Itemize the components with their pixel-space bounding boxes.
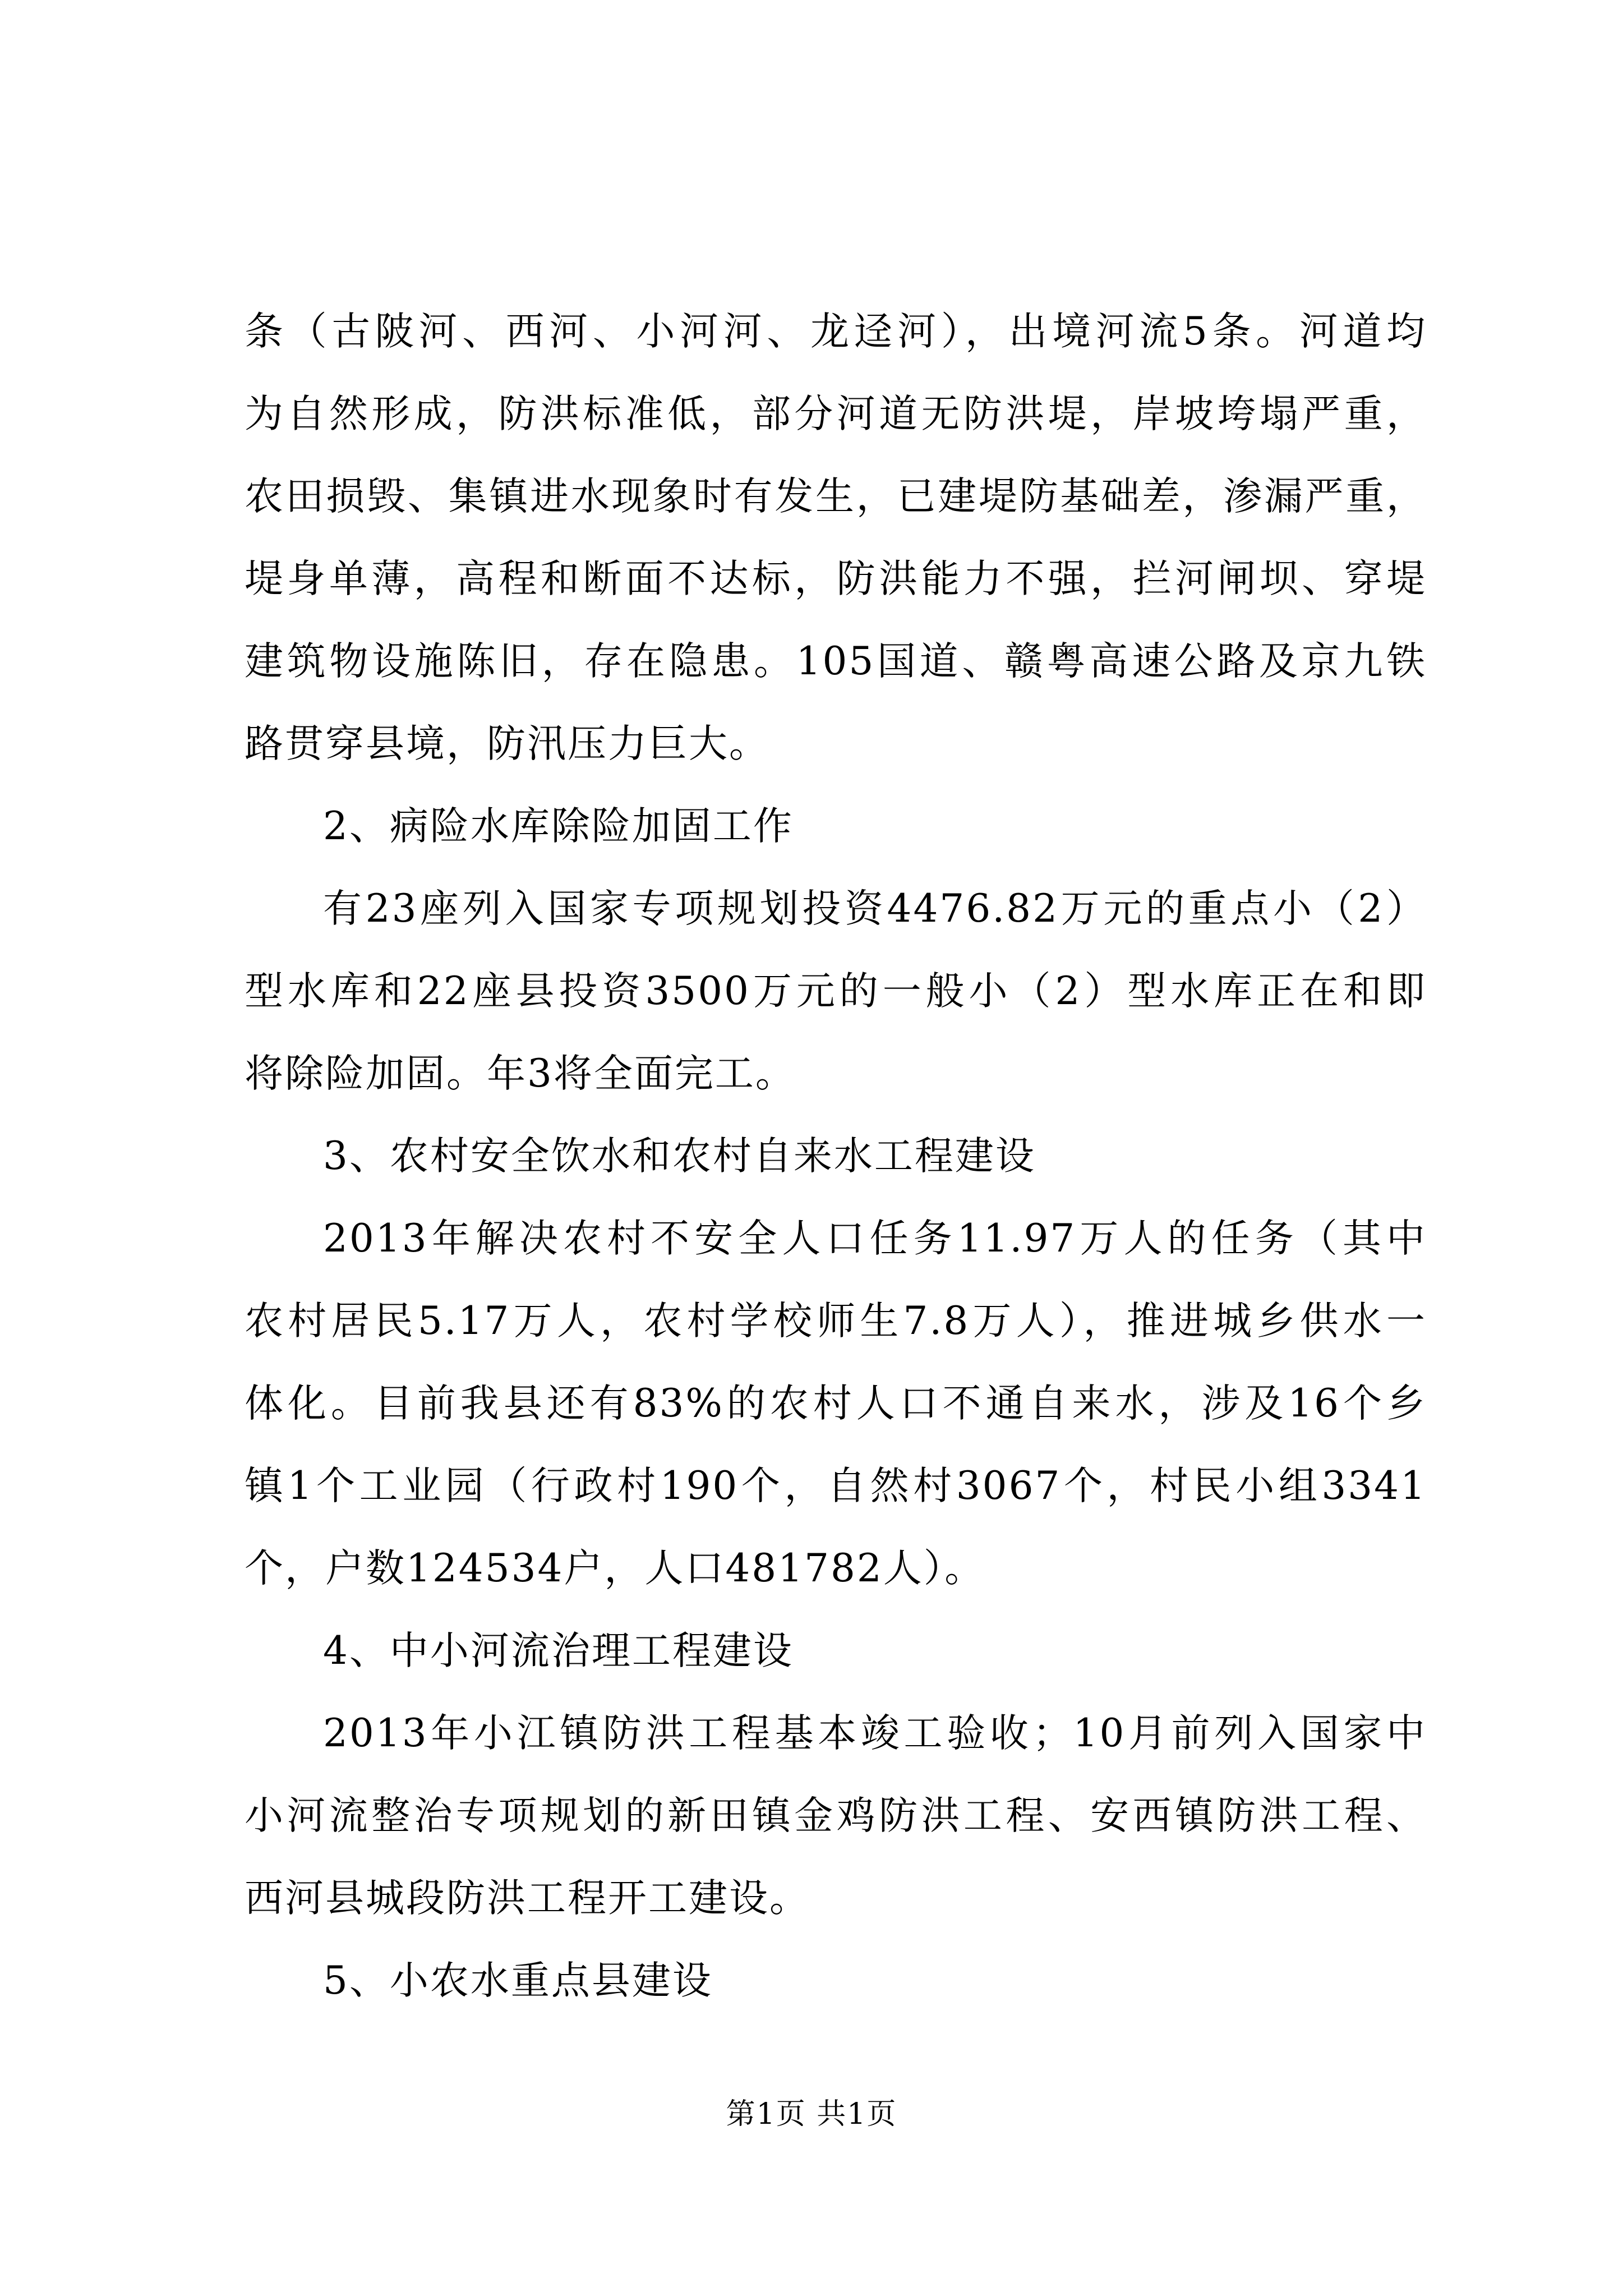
paragraph-line: 小河流整治专项规划的新田镇金鸡防洪工程、安西镇防洪工程、 bbox=[245, 1793, 1427, 1838]
paragraph-line: 体化。目前我县还有83%的农村人口不通自来水，涉及16个乡 bbox=[245, 1381, 1427, 1426]
paragraph-line: 为自然形成，防洪标准低，部分河道无防洪堤，岸坡垮塌严重， bbox=[245, 392, 1427, 436]
paragraph-line: 有23座列入国家专项规划投资4476.82万元的重点小（2） bbox=[323, 886, 1427, 931]
paragraph-line: 建筑物设施陈旧，存在隐患。105国道、赣粤高速公路及京九铁 bbox=[245, 639, 1427, 684]
paragraph-line: 堤身单薄，高程和断面不达标，防洪能力不强，拦河闸坝、穿堤 bbox=[245, 556, 1427, 601]
paragraph-line: 西河县城段防洪工程开工建设。 bbox=[245, 1876, 810, 1921]
paragraph-line: 农村居民5.17万人，农村学校师生7.8万人），推进城乡供水一 bbox=[245, 1299, 1427, 1343]
section-heading: 2、病险水库除险加固工作 bbox=[323, 804, 794, 849]
paragraph-line: 2013年小江镇防洪工程基本竣工验收；10月前列入国家中 bbox=[323, 1711, 1427, 1756]
paragraph-line: 路贯穿县境，防汛压力巨大。 bbox=[245, 721, 769, 766]
paragraph-line: 型水库和22座县投资3500万元的一般小（2）型水库正在和即 bbox=[245, 969, 1427, 1014]
page-footer: 第1页 共1页 bbox=[726, 2097, 897, 2131]
paragraph-line: 农田损毁、集镇进水现象时有发生，已建堤防基础差，渗漏严重， bbox=[245, 474, 1427, 519]
section-heading: 5、小农水重点县建设 bbox=[323, 1958, 713, 2003]
section-heading: 4、中小河流治理工程建设 bbox=[323, 1628, 794, 1673]
paragraph-line: 将除险加固。年3将全面完工。 bbox=[245, 1051, 796, 1096]
section-heading: 3、农村安全饮水和农村自来水工程建设 bbox=[323, 1134, 1036, 1179]
paragraph-line: 条（古陂河、西河、小河河、龙迳河），出境河流5条。河道均 bbox=[245, 309, 1427, 354]
paragraph-line: 个，户数124534户，人口481782人）。 bbox=[245, 1546, 985, 1591]
document-body bbox=[245, 291, 1427, 2022]
paragraph-line: 镇1个工业园（行政村190个，自然村3067个，村民小组3341 bbox=[245, 1464, 1427, 1508]
paragraph-line: 2013年解决农村不安全人口任务11.97万人的任务（其中 bbox=[323, 1216, 1427, 1261]
